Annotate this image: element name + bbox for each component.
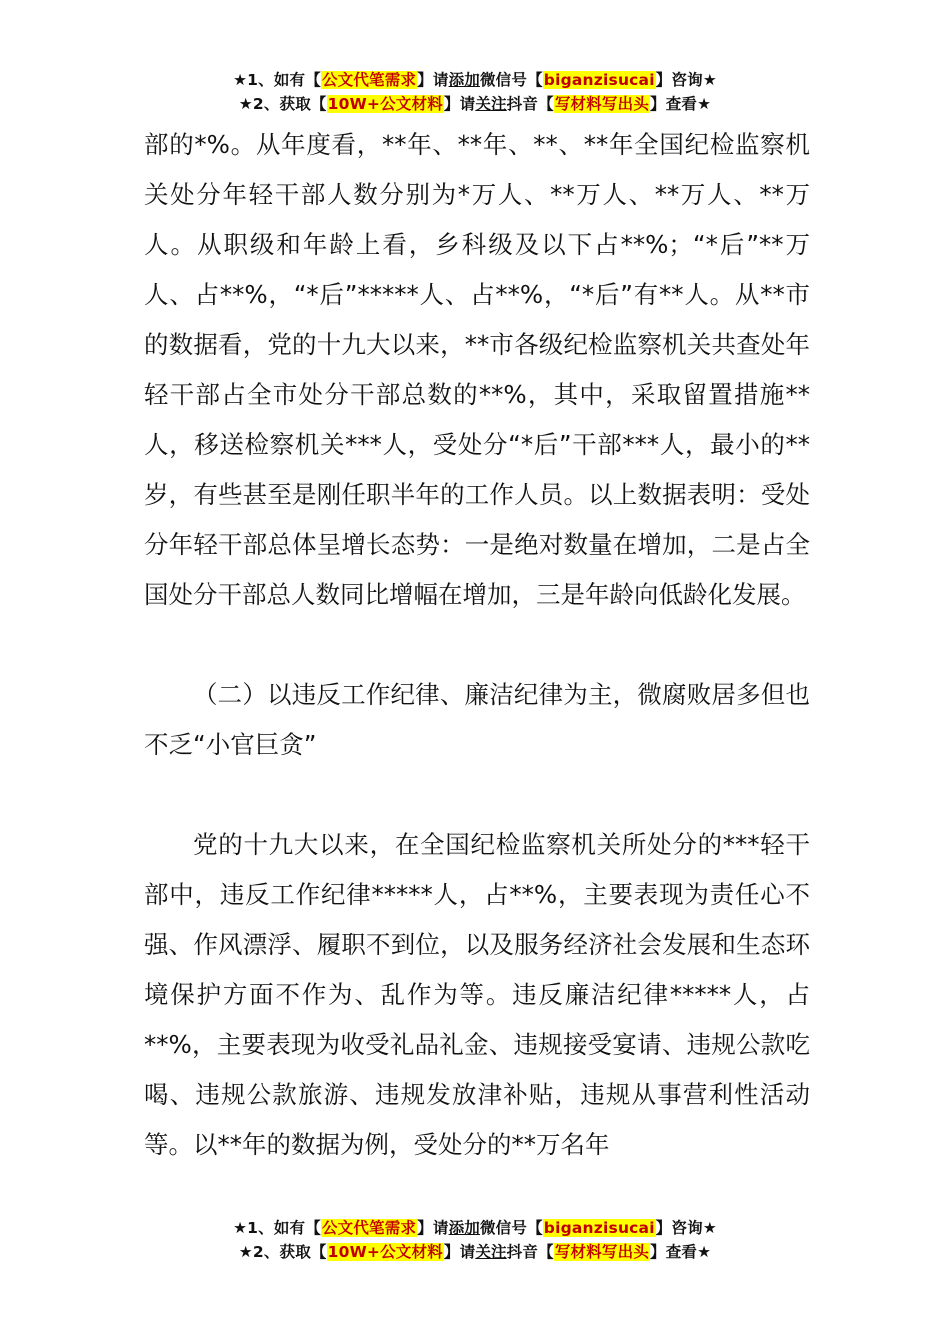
section-heading: （二）以违反工作纪律、廉洁纪律为主，微腐败居多但也不乏“小官巨贪” [144,680,810,759]
document-body [144,120,810,1170]
promo-highlight-douyin: 写材料写出头 [554,95,650,113]
top-promo-banner [0,68,950,116]
bottom-promo-banner [0,1216,950,1264]
paragraph-discipline: 党的十九大以来，在全国纪检监察机关所处分的***轻干部中，违反工作纪律*****人，占**%，主要表现为责任心不强、作风漂浮、履职不到位，以及服务经济社会发展和生态环境保护方面不作为、乱作为等。违反廉洁纪律*****人，占**%，主要表现为收受礼品礼金、违规接受宴请、违规公款吃喝、违规公款旅游、违规发放津补贴，违规从事营利性活动等。以**年的数据为例，受处分的**万名年 [144,830,810,1159]
promo-line-1: ★1、如有【公文代笔需求】请添加微信号【biganzisucai】咨询★ [233,1219,717,1237]
promo-line-2: ★2、获取【10W+公文材料】请关注抖音【写材料写出头】查看★ [238,95,712,113]
promo-line-2: ★2、获取【10W+公文材料】请关注抖音【写材料写出头】查看★ [238,1243,712,1261]
promo-highlight-douyin: 写材料写出头 [554,1243,650,1261]
promo-line-1: ★1、如有【公文代笔需求】请添加微信号【biganzisucai】咨询★ [233,71,717,89]
promo-highlight-wechat: biganzisucai [543,71,655,89]
promo-highlight-wechat: biganzisucai [543,1219,655,1237]
promo-highlight-service: 公文代笔需求 [321,1219,417,1237]
promo-highlight-materials: 10W+公文材料 [327,1243,443,1261]
promo-highlight-service: 公文代笔需求 [321,71,417,89]
promo-highlight-materials: 10W+公文材料 [327,95,443,113]
paragraph-statistics: 部的*%。从年度看，**年、**年、**、**年全国纪检监察机关处分年轻干部人数分别为*万人、**万人、**万人、**万人。从职级和年龄上看，乡科级及以下占**%；“*后”**万人、占**%，“*后”*****人、占**%，“*后”有**人。从**市的数据看，党的十九大以来，**市各级纪检监察机关共查处年轻干部占全市处分干部总数的**%，其中，采取留置措施**人，移送检察机关***人，受处分“*后”干部***人，最小的**岁，有些甚至是刚任职半年的工作人员。以上数据表明：受处分年轻干部总体呈增长态势：一是绝对数量在增加，二是占全国处分干部总人数同比增幅在增加，三是年龄向低龄化发展。 [144,130,810,609]
